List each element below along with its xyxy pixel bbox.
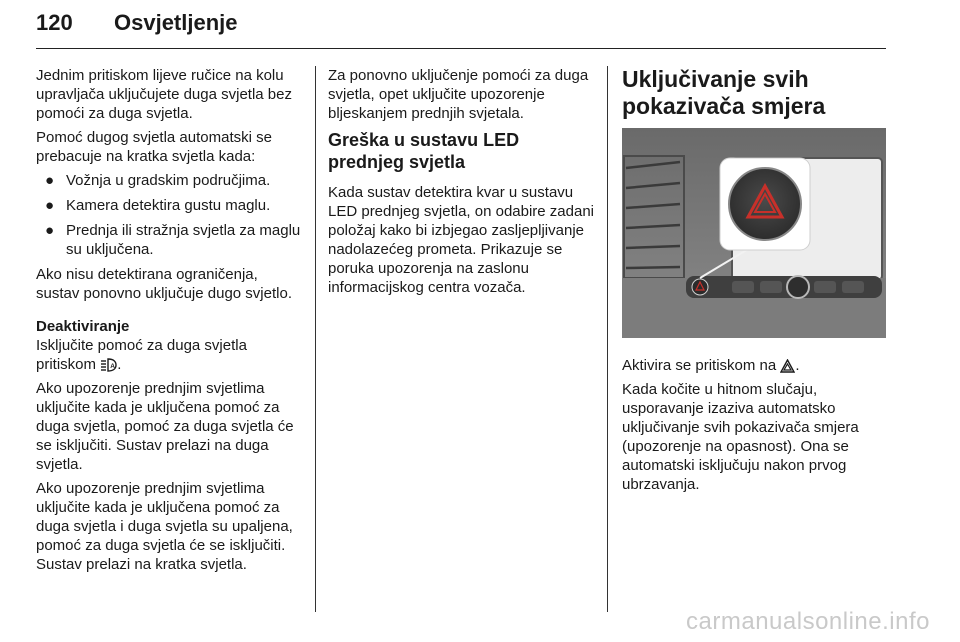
paragraph-text: . [117,356,122,373]
paragraph: Kada kočite u hitnom slučaju, usporavanje izaziva automatsko uključivanje svih pokazivača smjera (upozorenje na opasnost). Ona se automatski isključuju nakon prvog ubrzavanja. [622,381,859,493]
list-item-text: Vožnja u gradskim područjima. [66,172,271,189]
column-1 [36,66,302,579]
bullet-icon: ● [45,197,55,214]
high-beam-assist-icon [100,358,117,372]
paragraph-text: Isključite pomoć za duga svjetla pritiskom [36,337,247,373]
list-item [36,171,302,190]
page-header [36,10,886,46]
paragraph: Za ponovno uključenje pomoći za duga svjetla, opet uključite upozorenje bljeskanjem prednjih svjetala. [328,67,589,122]
paragraph-with-icon [622,356,890,375]
paragraph: Ako upozorenje prednjim svjetlima uključite kada je uključena pomoć za duga svjetla, pomoć za duga svjetla će se isključiti. Sustav prelazi na duga svjetla. [36,380,294,473]
list-item-text: Prednja ili stražnja svjetla za maglu su uključena. [66,222,301,258]
bullet-icon: ● [45,222,55,239]
watermark: carmanualsonline.info [686,608,930,635]
list-item [36,196,302,215]
list-item-text: Kamera detektira gustu maglu. [66,197,271,214]
bullet-list [36,171,302,259]
paragraph: Jednim pritiskom lijeve ručice na kolu upravljača uključujete duga svjetla bez pomoći za duga svjetla. [36,67,292,122]
subheading-deactivation: Deaktiviranje [36,318,130,335]
section-heading-led-fault: Greška u sustavu LED prednjeg svjetla [328,130,520,172]
bullet-icon: ● [45,172,55,189]
paragraph: Ako nisu detektirana ograničenja, sustav ponovno uključuje dugo svjetlo. [36,266,292,302]
column-2 [328,66,596,302]
column-divider-1 [315,66,316,612]
svg-text:A: A [110,363,116,370]
paragraph: Kada sustav detektira kvar u sustavu LED prednjeg svjetla, on odabire zadani položaj kako bi izbjegao zasljepljivanje nadolazećeg prometa. Prikazuje se poruka upozorenja na zaslonu informacijskog centra vozača. [328,184,595,296]
hazard-warning-icon [780,359,795,373]
header-divider [36,48,886,49]
dashboard-hazard-button-illustration [622,128,886,338]
column-divider-2 [607,66,608,612]
paragraph: Pomoć dugog svjetla automatski se prebacuje na kratka svjetla kada: [36,129,272,165]
column-3 [622,66,890,499]
list-item [36,221,302,259]
paragraph-text: . [795,357,800,374]
section-heading-hazard-lights: Uključivanje svih pokazivača smjera [622,66,826,119]
paragraph: Ako upozorenje prednjim svjetlima uključite kada je uključena pomoć za duga svjetla i duga svjetla su upaljena, pomoć za duga svjetla će se isključiti. Sustav prelazi na kratka svjetla. [36,480,293,573]
paragraph-with-icon [36,336,302,374]
page-number: 120 [36,10,73,35]
paragraph-text: Aktivira se pritiskom na [622,357,777,374]
chapter-title: Osvjetljenje [114,10,238,35]
